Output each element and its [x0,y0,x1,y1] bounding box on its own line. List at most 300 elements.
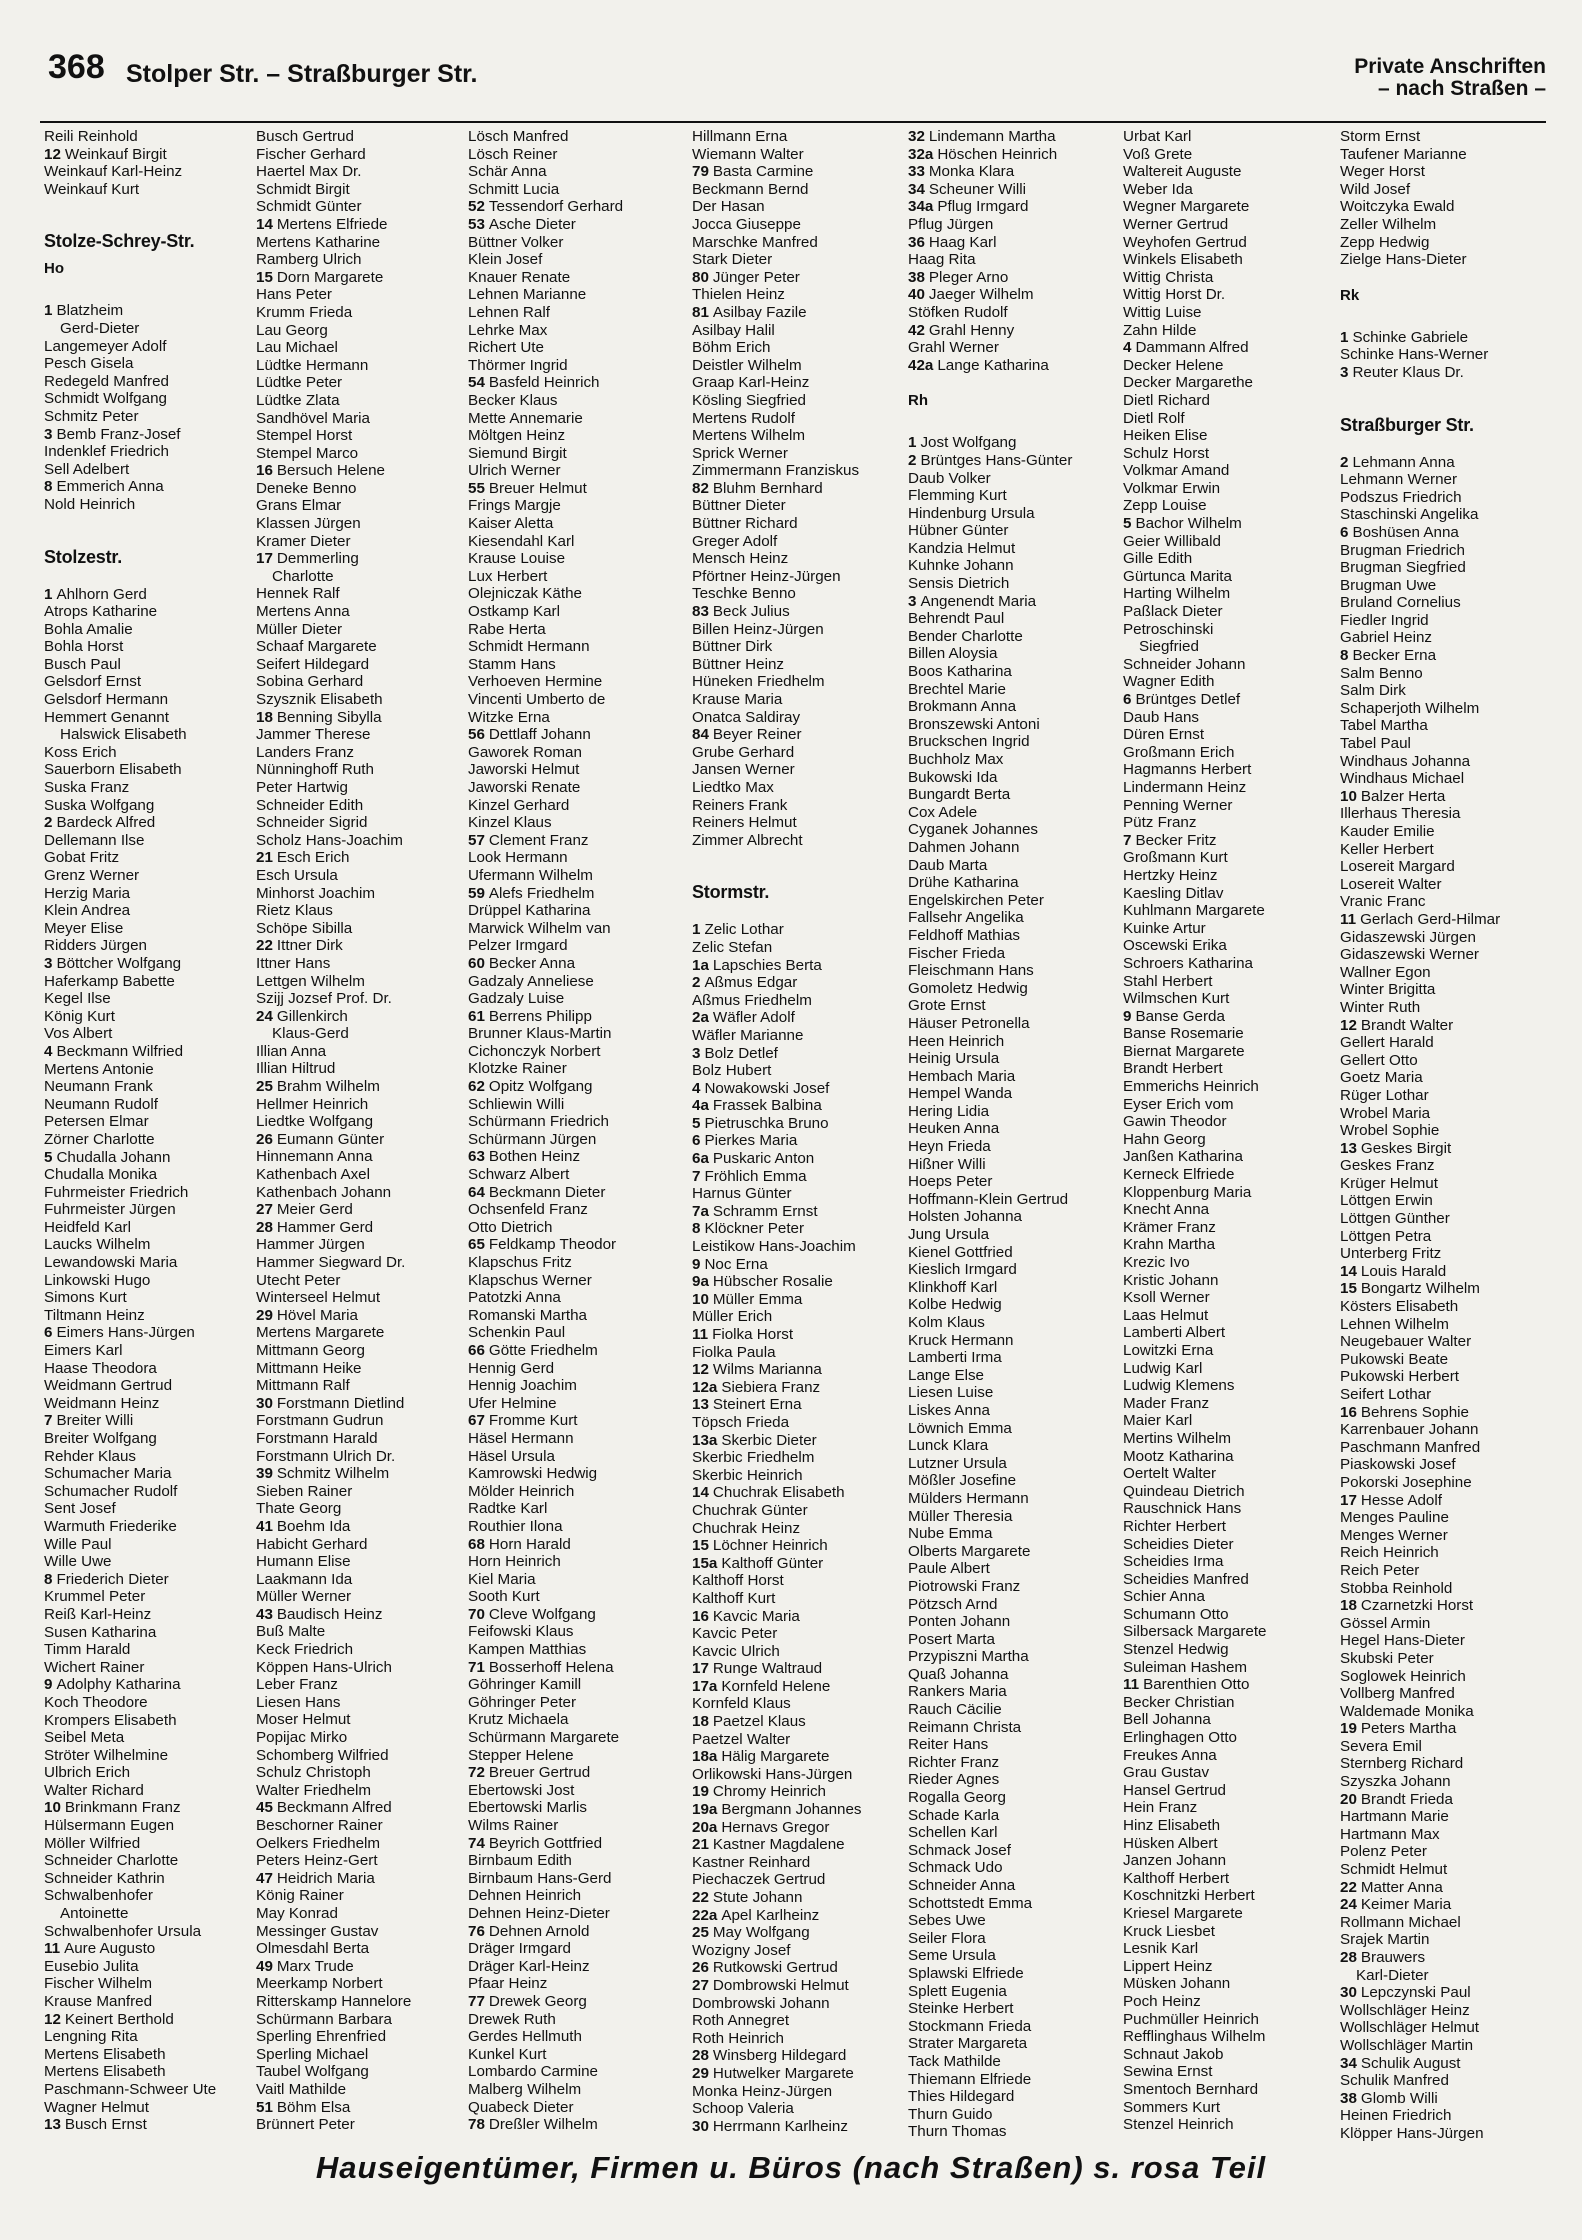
resident-entry: Wollschläger Heinz [1340,2001,1470,2019]
resident-entry [692,1220,907,1238]
resident-entry: Schulik Manfred [1340,2072,1449,2090]
resident-entry: Rabe Herta [468,620,546,638]
resident-entry [692,1959,907,1977]
resident-entry: Sewina Ernst [1123,2063,1213,2081]
resident-name: Brandt Frieda [1360,1790,1453,1808]
resident-entry [468,480,683,498]
resident-entry: Sensis Dietrich [908,575,1010,593]
house-number: 5 [44,1148,53,1166]
house-number: 13 [44,2116,61,2134]
resident-name: Hälig Margarete [721,1748,830,1766]
resident-entry: Brokmann Anna [908,698,1017,716]
resident-entry: Fiolka Paula [692,1343,776,1361]
house-number: 53 [468,215,485,233]
resident-entry: Pelzer Irmgard [468,937,568,955]
resident-name: Noc Erna [704,1255,768,1273]
resident-name: Lehmann Anna [1352,453,1455,471]
resident-entry: Suska Wolfgang [44,796,155,814]
house-number: 8 [692,1220,701,1238]
resident-name: Jünger Peter [712,268,800,286]
resident-entry: Olberts Margarete [908,1542,1031,1560]
resident-name: Bothen Heinz [488,1148,581,1166]
resident-entry: Kegel Ilse [44,990,111,1008]
resident-entry [692,2065,907,2083]
resident-entry: Behrendt Paul [908,610,1005,628]
spacer [1340,382,1555,396]
house-number: 4a [692,1097,709,1115]
resident-entry: Birnbaum Edith [468,1852,572,1870]
entry-continuation: Halswick Elisabeth [60,726,187,744]
house-number: 4 [692,1079,701,1097]
resident-entry: Kastner Reinhard [692,1853,811,1871]
resident-entry: Roth Heinrich [692,2029,785,2047]
resident-entry: Wäfler Marianne [692,1026,804,1044]
resident-name: Brandt Walter [1360,1016,1454,1034]
resident-entry: Esch Ursula [256,866,338,884]
resident-entry: Nold Heinrich [44,495,136,513]
resident-entry: Rollmann Michael [1340,1913,1461,1931]
resident-entry: Wittig Christa [1123,268,1214,286]
resident-entry: Krause Manfred [44,1993,153,2010]
house-number: 79 [692,163,709,181]
resident-entry: Kalthoff Kurt [692,1589,776,1607]
resident-entry: Kampen Matthias [468,1641,587,1659]
resident-entry: Cox Adele [908,803,978,821]
house-number: 8 [44,478,53,496]
resident-entry: Brunner Klaus-Martin [468,1025,612,1043]
resident-entry: Knauer Renate [468,268,571,286]
resident-name: Keinert Berthold [64,2010,174,2028]
resident-name: Kastner Magdalene [712,1836,845,1854]
resident-entry [692,957,907,975]
house-number: 11 [1123,1676,1140,1694]
resident-entry: Müsken Johann [1123,1975,1231,1993]
resident-name: Schmitz Wilhelm [276,1465,390,1483]
resident-entry: Zepp Louise [1123,497,1207,515]
resident-name: Schramm Ernst [712,1202,818,1220]
resident-name: Blatzheim [56,302,124,320]
resident-name: Clement Franz [488,831,589,849]
resident-entry [44,814,259,832]
resident-entry: Cyganek Johannes [908,821,1039,839]
resident-entry: Schier Anna [1123,1588,1205,1606]
resident-name: Pleger Arno [928,268,1009,286]
resident-entry: Hans Peter [256,286,332,304]
house-number: 38 [1340,2089,1357,2107]
resident-entry: Reiners Frank [692,796,788,814]
house-number: 17 [256,550,273,568]
resident-entry: Schürmann Jürgen [468,1130,597,1148]
resident-entry: Schulz Horst [1123,444,1210,462]
house-number: 22 [256,937,273,955]
resident-entry: Schaaf Margarete [256,638,377,656]
resident-entry [1340,1140,1555,1158]
directory-column [1123,128,1338,2134]
resident-entry: Petroschinski [1123,620,1214,638]
resident-entry: Lehnen Wilhelm [1340,1315,1449,1333]
resident-name: Keimer Maria [1360,1896,1452,1914]
resident-entry: Schmidt Helmut [1340,1861,1448,1879]
resident-entry: Harnus Günter [692,1185,792,1203]
house-number: 10 [692,1290,709,1308]
resident-name: Bemb Franz-Josef [56,425,181,443]
resident-name: Steinert Erna [712,1396,802,1414]
resident-entry: Köppen Hans-Ulrich [256,1658,392,1676]
resident-entry: Gaworek Roman [468,743,582,761]
resident-entry: Bell Johanna [1123,1711,1211,1729]
resident-name: Behrens Sophie [1360,1403,1469,1421]
resident-entry: Losereit Walter [1340,875,1442,893]
resident-entry: Lau Michael [256,339,338,357]
resident-entry: Stenzel Hedwig [1123,1641,1229,1659]
resident-entry: Hansel Gertrud [1123,1781,1226,1799]
resident-entry: Hammer Siegward Dr. [256,1254,406,1271]
resident-entry: Kamrowski Hedwig [468,1465,598,1483]
house-number: 30 [1340,1984,1357,2002]
resident-entry [692,974,907,992]
resident-entry [692,1045,907,1063]
resident-entry: Schulz Christoph [256,1764,371,1782]
resident-entry: Soglowek Heinrich [1340,1667,1466,1685]
resident-entry: Mölder Heinrich [468,1482,575,1500]
house-number: 2 [692,974,701,992]
resident-entry: Bohla Horst [44,638,124,656]
resident-name: Böttcher Wolfgang [56,954,182,972]
resident-name: Horn Harald [488,1535,571,1553]
resident-entry: Kiesendahl Karl [468,532,575,550]
resident-entry: König Kurt [44,1007,115,1025]
resident-entry: Lamberti Irma [908,1349,1002,1367]
house-number: 2 [1340,453,1349,471]
resident-entry: Lösch Manfred [468,128,569,145]
resident-entry: Grube Gerhard [692,743,795,761]
resident-entry: Horn Heinrich [468,1553,561,1571]
resident-entry: Ebertowski Marlis [468,1799,587,1817]
resident-entry: Krumm Frieda [256,303,353,321]
resident-entry: Koch Theodore [44,1693,148,1711]
resident-entry: Wittig Horst Dr. [1123,286,1226,304]
resident-entry: Greger Adolf [692,532,778,550]
section-title [1354,56,1546,100]
resident-entry: Schürmann Friedrich [468,1113,609,1131]
house-number: 12a [692,1378,718,1396]
house-number: 60 [468,954,485,972]
resident-name: Czarnetzki Horst [1360,1597,1474,1615]
house-number: 8 [1340,647,1349,665]
resident-entry: Atrops Katharine [44,603,158,621]
resident-entry: Schneider Johann [1123,655,1246,673]
resident-entry [908,269,1123,287]
house-number: 1a [692,956,709,974]
resident-entry: Brandt Herbert [1123,1060,1223,1078]
resident-entry: Zielge Hans-Dieter [1340,251,1467,269]
resident-name: Benning Sibylla [276,708,382,726]
resident-entry: Häsel Hermann [468,1429,574,1447]
resident-name: Marx Trude [276,1957,354,1975]
resident-name: Asche Dieter [488,215,576,233]
resident-entry: Decker Margarethe [1123,374,1253,392]
house-number: 15 [692,1537,709,1555]
resident-entry: Karrenbauer Johann [1340,1421,1479,1439]
resident-entry: Billen Aloysia [908,645,998,663]
resident-name: Bersuch Helene [276,462,385,480]
resident-name: Eumann Günter [276,1130,385,1148]
footer-note: Hauseigentümer, Firmen u. Büros (nach Straßen) s. rosa Teil [315,2150,1267,2185]
spacer [1340,440,1555,454]
resident-entry [44,1940,259,1958]
resident-entry: Paule Albert [908,1560,990,1578]
directory-column [1340,128,1555,2143]
spacer [44,198,259,212]
resident-entry: Billen Heinz-Jürgen [692,620,824,638]
resident-entry: Mertens Antonie [44,1060,154,1078]
resident-entry [908,181,1123,199]
resident-entry: Skubski Peter [1340,1649,1434,1667]
spacer [44,288,259,302]
resident-entry: Gadzaly Anneliese [468,972,594,990]
resident-name: Drewek Georg [488,1992,587,2010]
resident-entry: Fiedler Ingrid [1340,611,1429,629]
resident-entry: Poch Heinz [1123,1992,1201,2010]
resident-entry: Quaß Johanna [908,1665,1009,1683]
resident-entry: Tiltmann Heinz [44,1306,145,1324]
resident-entry: Thurn Thomas [908,2123,1007,2141]
resident-name: Friederich Dieter [56,1570,169,1588]
resident-name: Skerbic Dieter [721,1431,817,1449]
resident-entry [1340,454,1555,472]
resident-entry: Dahmen Johann [908,838,1020,856]
resident-entry: Reich Heinrich [1340,1544,1439,1562]
resident-name: Pietruschka Bruno [704,1114,829,1132]
resident-entry: Sobina Gerhard [256,673,364,691]
house-number: 4 [44,1042,53,1060]
resident-entry: Rogalla Georg [908,1789,1006,1807]
resident-entry: Büttner Richard [692,515,798,533]
resident-entry: Kruck Hermann [908,1331,1014,1349]
resident-entry [1340,1949,1555,1967]
resident-entry: Gerdes Hellmuth [468,2028,582,2046]
resident-entry: Hartmann Max [1340,1825,1440,1843]
resident-entry: Drewek Ruth [468,2010,556,2028]
resident-entry [692,1783,907,1801]
resident-entry [468,1184,683,1202]
house-number: 76 [468,1922,485,1940]
house-number: 5 [1123,515,1132,533]
resident-entry: Wegner Margarete [1123,198,1250,216]
resident-name: Feldkamp Theodor [488,1236,617,1254]
resident-entry: Dietl Richard [1123,391,1210,409]
resident-entry [44,146,259,164]
resident-entry [44,955,259,973]
resident-entry: Grote Ernst [908,997,986,1015]
resident-name: Fromme Kurt [488,1412,578,1430]
resident-entry: Schellen Karl [908,1824,998,1842]
house-number: 16 [692,1607,709,1625]
resident-entry: Lehnen Marianne [468,286,587,304]
resident-entry: Neugebauer Walter [1340,1333,1472,1351]
resident-name: Breuer Helmut [488,479,587,497]
resident-entry: Eusebio Julita [44,1957,139,1975]
resident-entry: Liedtke Wolfgang [256,1113,374,1131]
resident-entry: Siemund Birgit [468,444,567,462]
resident-entry: Volkmar Erwin [1123,479,1221,497]
spacer [44,514,259,528]
resident-entry [692,1203,907,1221]
resident-entry: Dräger Irmgard [468,1940,571,1958]
resident-name: Dombrowski Helmut [712,1976,849,1994]
resident-entry [1123,1676,1338,1694]
resident-entry: Lehrke Max [468,321,548,339]
resident-name: Dammann Alfred [1135,339,1249,357]
house-number: 17 [1340,1491,1357,1509]
district-code: Rk [1340,286,1360,304]
resident-entry: Thies Hildegard [908,2088,1015,2106]
resident-name: Becker Anna [488,954,576,972]
resident-entry: Kerneck Elfriede [1123,1166,1235,1184]
resident-entry: Daub Marta [908,856,988,874]
entry-continuation: Charlotte [272,567,334,585]
resident-name: Beck Julius [712,603,790,621]
resident-entry [692,1924,907,1942]
resident-entry: Kaesling Ditlav [1123,884,1224,902]
resident-entry: Sieben Rainer [256,1482,353,1500]
resident-entry: Gellert Otto [1340,1051,1418,1069]
house-number: 17a [692,1677,718,1695]
resident-entry [44,1324,259,1342]
resident-entry [468,1923,683,1941]
resident-entry: Menges Werner [1340,1526,1448,1544]
resident-entry: Aßmus Friedhelm [692,991,812,1009]
resident-entry [256,1958,471,1976]
resident-name: Angenendt Maria [920,592,1037,610]
resident-entry [692,304,907,322]
resident-name: Hernavs Gregor [721,1818,830,1836]
resident-entry: Stobba Reinhold [1340,1579,1453,1597]
resident-entry [256,1395,471,1413]
resident-entry: Freukes Anna [1123,1746,1217,1764]
resident-entry: Silbersack Margarete [1123,1623,1267,1641]
resident-entry: Müller Werner [256,1588,352,1606]
resident-entry: Hemmert Genannt [44,708,169,726]
resident-entry: Liskes Anna [908,1401,990,1419]
house-number: 25 [692,1924,709,1942]
resident-entry: Mertins Wilhelm [1123,1429,1232,1447]
resident-entry [692,1889,907,1907]
resident-entry: Peters Heinz-Gert [256,1852,378,1870]
resident-entry: Herzig Maria [44,884,131,902]
resident-entry: Krummel Peter [44,1588,146,1606]
resident-entry [908,593,1123,611]
resident-entry: Koss Erich [44,743,117,761]
resident-entry: Oelkers Friedhelm [256,1834,381,1852]
resident-entry: Hertzky Heinz [1123,866,1218,884]
house-number: 34 [908,180,925,198]
resident-entry: Lengning Rita [44,2028,138,2046]
resident-entry: Reimann Christa [908,1718,1022,1736]
resident-entry: Hoffmann-Klein Gertrud [908,1190,1069,1208]
resident-entry: Rüger Lothar [1340,1086,1429,1104]
resident-entry: Olejniczak Käthe [468,585,582,603]
house-number: 32 [908,128,925,145]
resident-entry [692,1273,907,1291]
resident-entry: Nube Emma [908,1525,993,1543]
resident-entry: Storm Ernst [1340,128,1421,145]
resident-entry: Petersen Elmar [44,1113,149,1131]
spacer [908,420,1123,434]
resident-entry: Fleischmann Hans [908,962,1034,980]
resident-entry: Jaworski Renate [468,778,581,796]
resident-name: Tessendorf Gerhard [488,198,624,216]
resident-entry [1340,647,1555,665]
resident-name: Matter Anna [1360,1878,1443,1896]
resident-entry: Hißner Willi [908,1155,986,1173]
house-number: 13a [692,1431,718,1449]
street-range-title: Stolper Str. – Straßburger Str. [126,60,478,88]
resident-entry: Mittmann Ralf [256,1377,350,1395]
resident-entry: Rehder Klaus [44,1447,137,1465]
spacer [1340,315,1555,329]
resident-entry: Kloppenburg Maria [1123,1183,1252,1201]
house-number: 2a [692,1009,709,1027]
resident-entry: Lange Else [908,1366,984,1384]
resident-entry [908,234,1123,252]
resident-name: Puskaric Anton [712,1150,815,1168]
resident-entry: Roth Annegret [692,2012,790,2030]
resident-entry [692,1361,907,1379]
resident-entry: Tack Mathilde [908,2052,1001,2070]
resident-entry [256,1201,471,1219]
resident-entry [1340,1896,1555,1914]
resident-entry: Taubel Wolfgang [256,2063,369,2081]
resident-entry: Weinkauf Kurt [44,180,140,198]
house-number: 1 [44,585,53,603]
resident-entry: Ulrich Werner [468,462,561,480]
resident-entry: Warmuth Friederike [44,1517,177,1535]
resident-entry: Kauder Emilie [1340,823,1435,840]
resident-name: Klöckner Peter [704,1220,805,1238]
house-number: 49 [256,1957,273,1975]
resident-entry: Splawski Elfriede [908,1964,1024,1982]
resident-entry: Löttgen Petra [1340,1227,1432,1245]
resident-name: Siebiera Franz [721,1378,821,1396]
resident-entry [692,480,907,498]
resident-entry: Heiken Elise [1123,427,1208,445]
resident-entry: Pförtner Heinz-Jürgen [692,567,841,585]
resident-entry: Wagner Edith [1123,673,1215,691]
resident-entry: Dombrowski Johann [692,1994,830,2012]
resident-entry [692,1396,907,1414]
resident-entry: Forstmann Harald [256,1429,378,1447]
resident-entry: Schmidt Hermann [468,638,590,656]
resident-entry: Voß Grete [1123,145,1193,163]
resident-entry: Brugman Friedrich [1340,541,1465,559]
directory-column [468,128,683,2134]
house-number: 3 [44,954,53,972]
resident-entry: Hennig Gerd [468,1359,555,1377]
house-number: 12 [1340,1016,1357,1034]
resident-entry: Paetzel Walter [692,1730,791,1748]
house-number: 15 [1340,1280,1357,1298]
resident-entry: Dräger Karl-Heinz [468,1957,590,1975]
resident-entry: Boos Katharina [908,663,1012,681]
house-number: 21 [256,849,273,867]
resident-entry: Schneider Kathrin [44,1869,165,1887]
resident-entry: Puchmüller Heinrich [1123,2010,1259,2028]
resident-entry [1340,1280,1555,1298]
resident-entry: Laucks Wilhelm [44,1236,151,1254]
resident-entry: Rauch Cäcilie [908,1701,1002,1719]
resident-name: Chuchrak Elisabeth [712,1484,845,1502]
